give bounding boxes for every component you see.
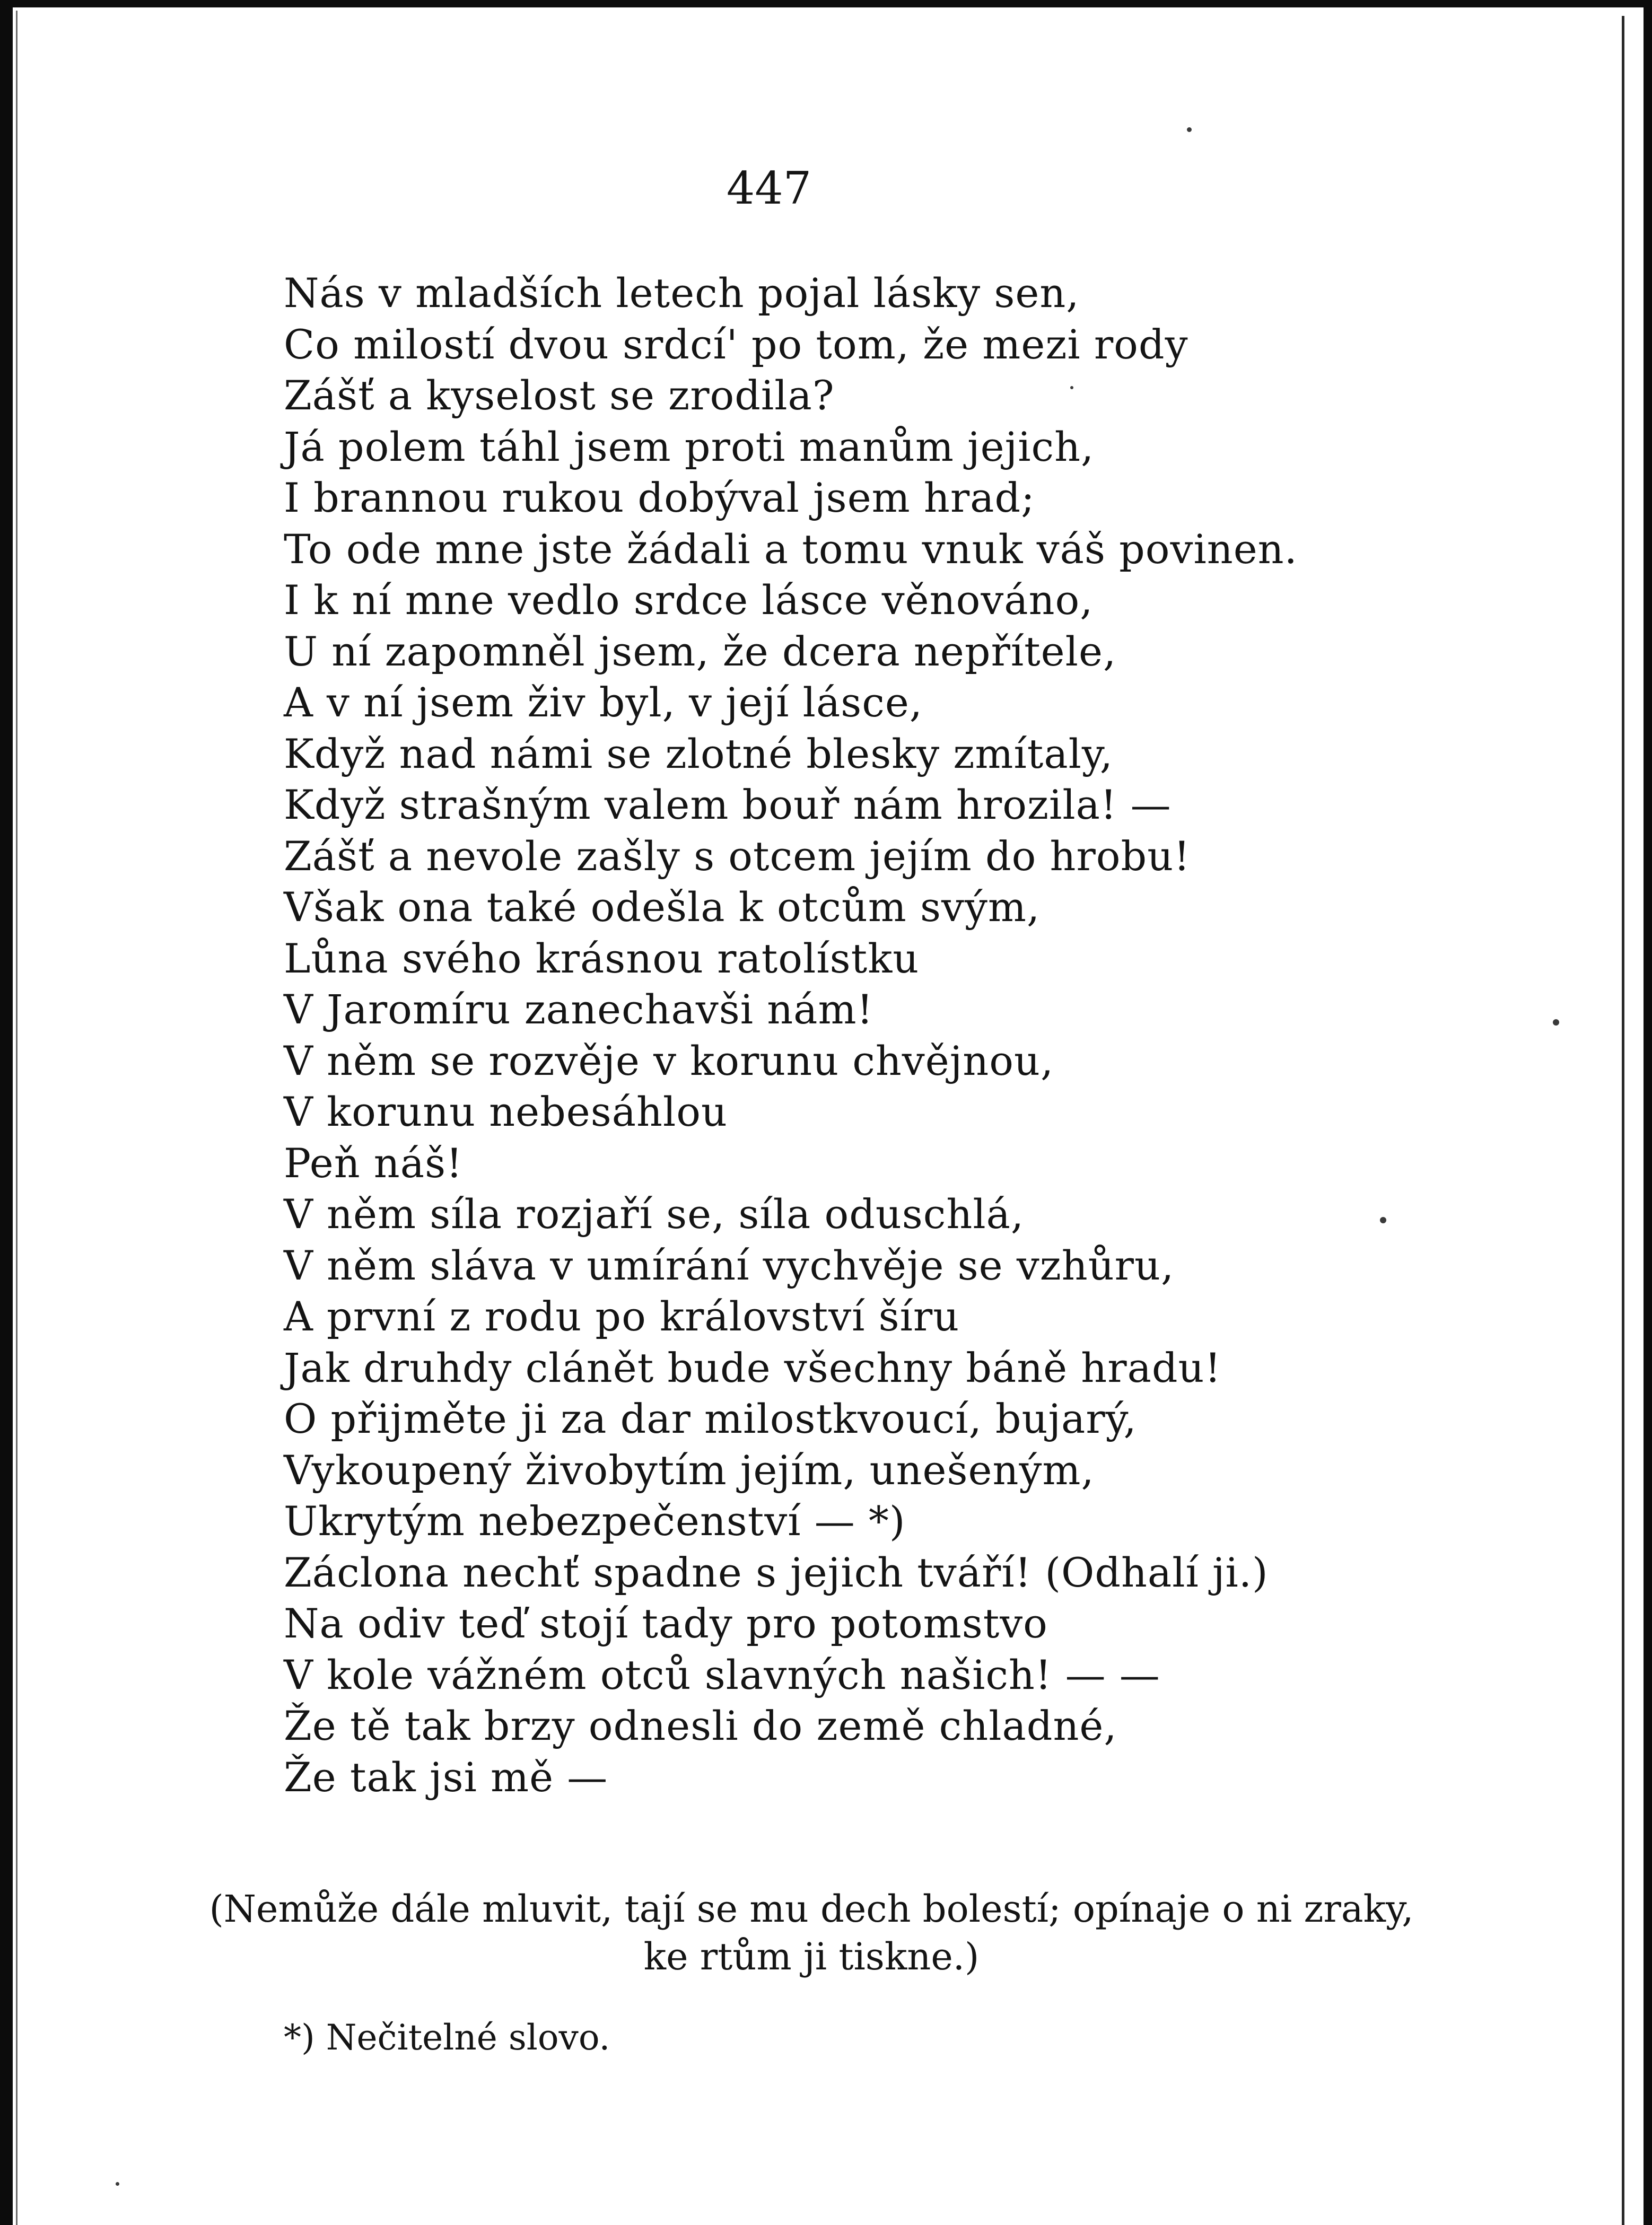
verse-line: Lůna svého krásnou ratolístku	[284, 934, 920, 982]
verse-line: Nás v mladších letech pojal lásky sen,	[284, 269, 1080, 317]
verse-line: V něm síla rozjaří se, síla oduschlá,	[284, 1190, 1025, 1238]
verse-line: Jak druhdy clánět bude všechny báně hradu!	[284, 1344, 1222, 1391]
verse-line: Zášť a nevole zašly s otcem jejím do hrobu!	[284, 832, 1191, 880]
stage-direction-line: (Nemůže dále mluvit, tají se mu dech bolestí; opínaje o ni zraky,	[209, 1887, 1414, 1931]
verse-line: Když nad námi se zlotné blesky zmítaly,	[284, 730, 1113, 777]
verse-line: Peň náš!	[284, 1139, 463, 1187]
verse-line: V něm sláva v umírání vychvěje se vzhůru,	[284, 1241, 1175, 1289]
verse-line: V kole vážném otců slavných našich! — —	[284, 1651, 1160, 1698]
verse-line: V Jaromíru zanechavši nám!	[284, 986, 874, 1033]
verse-line: A první z rodu po království šíru	[284, 1293, 960, 1340]
footnote: *) Nečitelné slovo.	[284, 2017, 610, 2058]
verse-line: V korunu nebesáhlou	[284, 1088, 728, 1135]
verse-line: A v ní jsem živ byl, v její lásce,	[284, 679, 923, 726]
verse-line: I k ní mne vedlo srdce lásce věnováno,	[284, 576, 1094, 624]
dust-speck	[1187, 127, 1192, 132]
verse-line: Záclona nechť spadne s jejich tváří! (Odhalí ji.)	[284, 1548, 1269, 1596]
left-page-edge	[16, 11, 18, 2225]
dust-speck	[1553, 1019, 1559, 1026]
verse-line: Že tě tak brzy odnesli do země chladné,	[284, 1702, 1117, 1749]
stage-direction-line: ke rtům ji tiskne.)	[643, 1935, 980, 1978]
verse-line: Že tak jsi mě —	[284, 1753, 608, 1801]
verse-line: To ode mne jste žádali a tomu vnuk váš povinen.	[284, 525, 1298, 573]
verse-line: Když strašným valem bouř nám hrozila! —	[284, 781, 1172, 828]
verse-line: Ukrytým nebezpečenství — *)	[284, 1497, 906, 1545]
stage-direction	[148, 1885, 1474, 1981]
dust-speck	[116, 2182, 119, 2186]
verse-line: Zášť a kyselost se zrodila?	[284, 372, 835, 419]
verse-line: Já polem táhl jsem proti manům jejich,	[284, 423, 1095, 470]
verse-line: O přijměte ji za dar milostkvoucí, bujarý,	[284, 1395, 1137, 1442]
verse-line: I brannou rukou dobýval jsem hrad;	[284, 474, 1035, 521]
verse-block	[284, 268, 1376, 1803]
verse-line: U ní zapomněl jsem, že dcera nepřítele,	[284, 627, 1117, 675]
verse-line: Však ona také odešla k otcům svým,	[284, 883, 1041, 931]
verse-line: Na odiv teď stojí tady pro potomstvo	[284, 1600, 1048, 1647]
verse-line: Co milostí dvou srdcí' po tom, že mezi rody	[284, 320, 1188, 368]
page-number: 447	[726, 162, 812, 214]
verse-line: V něm se rozvěje v korunu chvějnou,	[284, 1037, 1054, 1084]
verse-line: Vykoupený živobytím jejím, unešeným,	[284, 1446, 1095, 1494]
right-page-edge	[1622, 16, 1624, 2225]
dust-speck	[1380, 1217, 1386, 1223]
